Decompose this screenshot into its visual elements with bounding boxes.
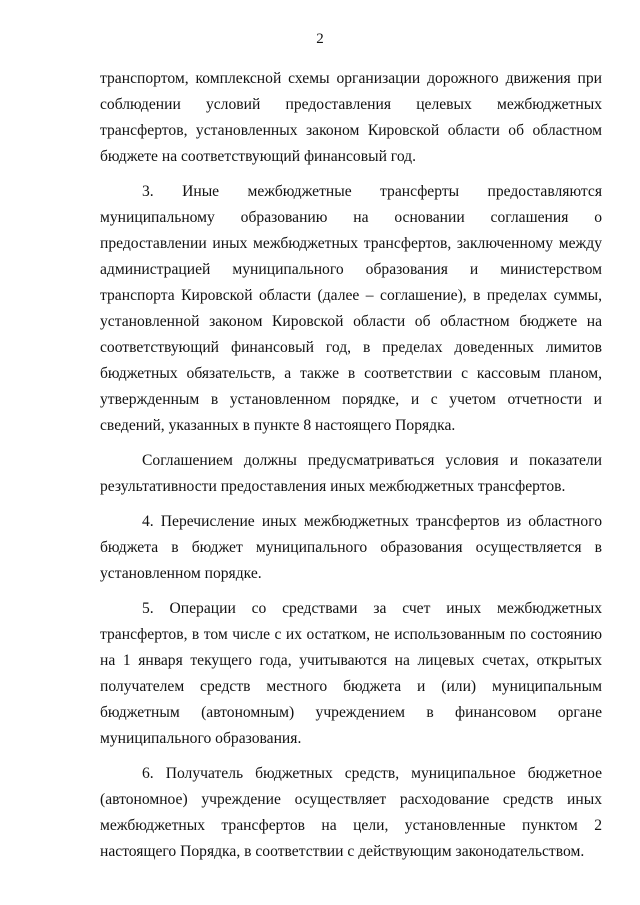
paragraph-continuation: транспортом, комплексной схемы организации дорожного движения при соблюдении условий предоставления целевых межбюджетных трансфертов, установленных законом Кировской области об областном бюджете на соответствующий финансовый год. (100, 70, 602, 165)
page-number: 2 (316, 31, 324, 47)
paragraph-item-3: 3. Иные межбюджетные трансферты предоставляются муниципальному образованию на основании соглашения о предоставлении иных межбюджетных трансфертов, заключенному между администрацией муниципального образования и министерством транспорта Кировской области (далее – соглашение), в пределах суммы, установленной законом Кировской области об областном бюджете на соответствующий финансовый год, в пределах доведенных лимитов бюджетных обязательств, а также в соответствии с кассовым планом, утвержденным в установленном порядке, и с учетом отчетности и сведений, указанных в пункте 8 настоящего Порядка. (100, 183, 602, 434)
paragraph-item-4: 4. Перечисление иных межбюджетных трансфертов из областного бюджета в бюджет муниципального образования осуществляется в установленном порядке. (100, 513, 602, 582)
paragraph-agreement-conditions: Соглашением должны предусматриваться условия и показатели результативности предоставления иных межбюджетных трансфертов. (100, 452, 602, 495)
paragraph-item-6: 6. Получатель бюджетных средств, муниципальное бюджетное (автономное) учреждение осуществляет расходование средств иных межбюджетных трансфертов на цели, установленные пунктом 2 настоящего Порядка, в соответствии с действующим законодательством. (100, 765, 602, 860)
paragraph-item-5: 5. Операции со средствами за счет иных межбюджетных трансфертов, в том числе с их остатком, не использованным по состоянию на 1 января текущего года, учитываются на лицевых счетах, открытых получателем средств местного бюджета и (или) муниципальным бюджетным (автономным) учреждением в финансовом органе муниципального образования. (100, 600, 602, 747)
document-body (100, 66, 602, 874)
